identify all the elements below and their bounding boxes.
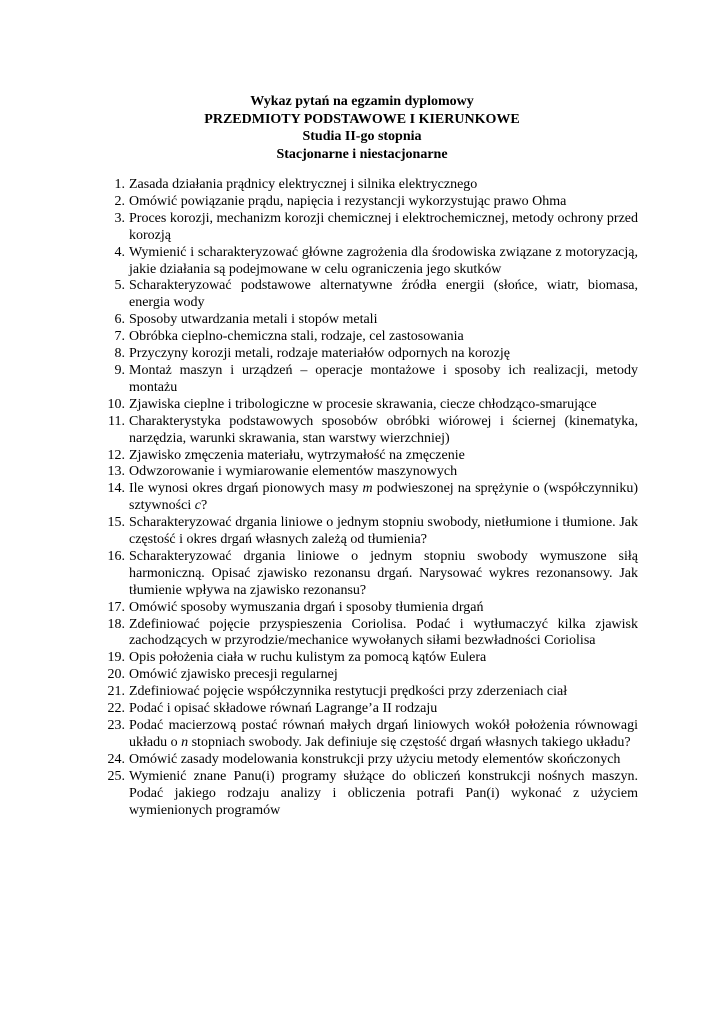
question-item xyxy=(105,600,638,617)
question-number: 12. xyxy=(107,447,125,463)
question-item xyxy=(105,397,638,414)
question-number: 7. xyxy=(114,329,125,345)
question-item xyxy=(105,448,638,465)
question-item xyxy=(105,177,638,194)
question-text-part: podwieszonej na sprężynie o (współczynniku) sztywności xyxy=(129,481,638,514)
question-text-part: ? xyxy=(200,498,208,514)
question-item xyxy=(105,363,638,397)
question-number: 1. xyxy=(114,177,125,192)
question-text: Omówić zasady modelowania konstrukcji przy użyciu metody elementów skończonych xyxy=(129,751,621,767)
question-item xyxy=(105,752,638,769)
question-text: Omówić zjawisko precesji regularnej xyxy=(129,667,338,683)
variable-m: m xyxy=(362,481,373,497)
question-item xyxy=(105,617,638,651)
question-text: Montaż maszyn i urządzeń – operacje montażowe i sposoby ich realizacji, metody montażu xyxy=(129,362,638,395)
question-item xyxy=(105,414,638,448)
question-text: Wymienić znane Panu(i) programy służące do obliczeń konstrukcji nośnych maszyn. Podać jakiego rodzaju analizy i obliczenia potrafi Pan(i) wykonać z użyciem wymienionych programów xyxy=(129,768,638,818)
question-text: Odwzorowanie i wymiarowanie elementów maszynowych xyxy=(129,464,458,480)
question-number: 11. xyxy=(108,413,125,429)
question-number: 8. xyxy=(114,346,125,362)
question-item xyxy=(105,481,638,515)
question-text: Podać i opisać składowe równań Lagrange’a II rodzaju xyxy=(129,701,438,717)
question-item xyxy=(105,329,638,346)
header-study-mode: Stacjonarne i niestacjonarne xyxy=(276,146,448,162)
question-text-part: Ile wynosi okres drgań pionowych masy xyxy=(129,481,359,497)
question-number: 13. xyxy=(107,464,125,480)
question-text: Zjawiska cieplne i tribologiczne w procesie skrawania, ciecze chłodząco-smarujące xyxy=(129,396,597,412)
question-number: 9. xyxy=(114,362,125,378)
question-number: 14. xyxy=(107,481,125,497)
question-number: 17. xyxy=(107,599,125,615)
question-list xyxy=(105,177,638,819)
question-text: Zdefiniować pojęcie współczynnika restytucji prędkości przy zderzeniach ciał xyxy=(129,684,568,700)
question-text: Zasada działania prądnicy elektrycznej i silnika elektrycznego xyxy=(129,177,478,192)
question-item xyxy=(105,278,638,312)
question-number: 15. xyxy=(107,515,125,531)
question-number: 10. xyxy=(107,396,125,412)
question-number: 18. xyxy=(107,616,125,632)
question-text: Charakterystyka podstawowych sposobów obróbki wiórowej i ściernej (kinematyka, narzędzia, warunki skrawania, stan warstwy wierzchniej) xyxy=(129,413,638,446)
document-header xyxy=(0,93,724,163)
question-item xyxy=(105,194,638,211)
question-item xyxy=(105,245,638,279)
question-text: Zjawisko zmęczenia materiału, wytrzymałość na zmęczenie xyxy=(129,447,465,463)
question-number: 5. xyxy=(114,278,125,294)
header-title: Wykaz pytań na egzamin dyplomowy xyxy=(250,94,474,109)
question-item xyxy=(105,718,638,752)
question-text: Opis położenia ciała w ruchu kulistym za pomocą kątów Eulera xyxy=(129,650,487,666)
question-text: Sposoby utwardzania metali i stopów metali xyxy=(129,312,378,328)
question-number: 23. xyxy=(107,718,125,733)
question-item xyxy=(105,684,638,701)
question-number: 3. xyxy=(114,210,125,226)
question-item xyxy=(105,549,638,600)
question-item xyxy=(105,211,638,245)
question-number: 20. xyxy=(107,667,125,683)
question-text: Scharakteryzować podstawowe alternatywne źródła energii (słońce, wiatr, biomasa, energia wody xyxy=(129,278,638,311)
header-subjects: PRZEDMIOTY PODSTAWOWE I KIERUNKOWE xyxy=(204,111,520,127)
question-number: 4. xyxy=(114,244,125,260)
question-item xyxy=(105,312,638,329)
question-number: 2. xyxy=(114,193,125,209)
question-number: 19. xyxy=(107,650,125,666)
question-text: Wymienić i scharakteryzować główne zagrożenia dla środowiska związane z motoryzacją, jakie działania są podejmowane w celu ograniczenia jego skutków xyxy=(129,244,638,277)
question-item xyxy=(105,667,638,684)
question-item xyxy=(105,515,638,549)
question-text: Scharakteryzować drgania liniowe o jednym stopniu swobody wymuszone siłą harmoniczną. Opisać zjawisko rezonansu drgań. Narysować wykres rezonansowy. Jak tłumienie wpływa na zjawisko rezonansu? xyxy=(129,548,638,598)
question-text: Omówić powiązanie prądu, napięcia i rezystancji wykorzystując prawo Ohma xyxy=(129,193,567,209)
question-item xyxy=(105,346,638,363)
header-study-level: Studia II-go stopnia xyxy=(302,129,422,144)
question-text: Proces korozji, mechanizm korozji chemicznej i elektrochemicznej, metody ochrony przed korozją xyxy=(129,210,638,243)
question-item xyxy=(105,650,638,667)
question-number: 25. xyxy=(107,768,125,784)
question-item xyxy=(105,701,638,718)
question-text-part: Podać macierzową postać równań małych drgań liniowych wokół położenia równowagi układu o xyxy=(129,718,638,750)
question-item xyxy=(105,769,638,820)
question-text-part: stopniach swobody. Jak definiuje się częstość drgań własnych takiego układu? xyxy=(188,734,631,750)
question-number: 21. xyxy=(107,684,125,700)
question-number: 24. xyxy=(107,751,125,767)
question-text: Scharakteryzować drgania liniowe o jednym stopniu swobody, nietłumione i tłumione. Jak częstość i okres drgań własnych zależą od tłumienia? xyxy=(129,515,638,548)
question-text: Przyczyny korozji metali, rodzaje materiałów odpornych na korozję xyxy=(129,346,510,362)
variable-n: n xyxy=(181,734,189,750)
question-number: 16. xyxy=(107,548,125,564)
question-item xyxy=(105,464,638,481)
question-text: Omówić sposoby wymuszania drgań i sposoby tłumienia drgań xyxy=(129,599,484,615)
question-text xyxy=(129,718,638,752)
question-text: Zdefiniować pojęcie przyspieszenia Coriolisa. Podać i wytłumaczyć kilka zjawisk zachodzących w przyrodzie/mechanice wywołanych siłami bezwładności Coriolisa xyxy=(129,616,638,649)
question-number: 22. xyxy=(107,701,125,717)
question-text: Obróbka cieplno-chemiczna stali, rodzaje, cel zastosowania xyxy=(129,329,464,345)
question-text xyxy=(129,481,638,515)
variable-c: c xyxy=(194,498,201,514)
question-number: 6. xyxy=(114,312,125,328)
